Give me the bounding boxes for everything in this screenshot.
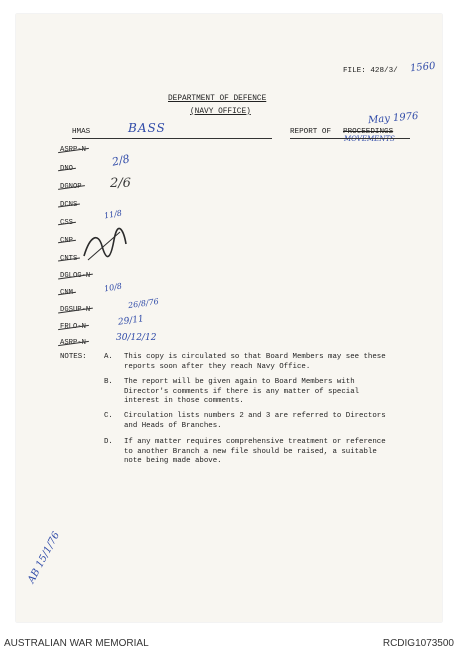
archive-footer — [0, 632, 458, 654]
signature-scribble — [80, 226, 130, 266]
distribution-initials: 30/12/12 — [116, 333, 157, 343]
distribution-code: CNM — [60, 289, 73, 297]
note-text: The report will be given again to Board Members with Director's comments if there is any matter of special interest in those comments. — [124, 378, 360, 406]
note-text: If any matter requires comprehensive treatment or reference to another Branch a new file should be raised, a suitable note being made above. — [124, 438, 386, 466]
distribution-initials: 2/8 — [110, 152, 131, 169]
notes-label: NOTES: — [60, 353, 87, 361]
proceedings-struck: PROCEEDINGS — [343, 128, 394, 136]
archive-id: RCDIG1073500 — [382, 638, 454, 649]
distribution-code: DGNOP — [60, 183, 82, 191]
distribution-code: FRLO-N — [60, 323, 86, 331]
note-text: This copy is circulated so that Board Members may see these reports soon after they reach Navy Office. — [124, 353, 386, 371]
distribution-initials: 2/6 — [110, 176, 131, 191]
note-letter: B. — [104, 378, 113, 386]
note-letter: C. — [104, 412, 113, 420]
archive-name: AUSTRALIAN WAR MEMORIAL — [4, 638, 149, 649]
margin-initials-handwritten: AB 15/1/76 — [26, 530, 63, 586]
report-of-label: REPORT OF — [290, 128, 332, 136]
note-text: Circulation lists numbers 2 and 3 are referred to Directors and Heads of Branches. — [124, 412, 386, 430]
note-letter: A. — [104, 353, 113, 361]
distribution-code: CNP — [60, 237, 73, 245]
office-heading: (NAVY OFFICE) — [190, 108, 251, 116]
distribution-code: CSS — [60, 219, 73, 227]
movements-handwritten: MOVEMENTS — [344, 135, 395, 143]
distribution-initials: 29/11 — [117, 314, 145, 328]
distribution-initials: 10/8 — [103, 281, 123, 294]
distribution-code: ASRP-N — [60, 339, 86, 347]
distribution-code: CNTS — [60, 255, 78, 263]
distribution-initials: 11/8 — [103, 208, 123, 221]
distribution-code: DGSUP-N — [60, 306, 91, 314]
distribution-code: ASRP-N — [60, 146, 86, 154]
distribution-code: DNO — [60, 165, 73, 173]
date-handwritten: May 1976 — [367, 110, 419, 127]
document-page — [16, 14, 442, 622]
distribution-initials: 26/8/76 — [127, 296, 160, 311]
distribution-code: DCNS — [60, 201, 78, 209]
hmas-label: HMAS — [72, 128, 91, 136]
file-reference: FILE: 428/3/ — [343, 67, 398, 75]
department-heading: DEPARTMENT OF DEFENCE — [168, 95, 267, 103]
hmas-underline — [72, 138, 272, 139]
report-underline — [290, 138, 410, 139]
distribution-code: DGLOG-N — [60, 272, 91, 280]
ship-name-handwritten: BASS — [128, 121, 166, 135]
file-reference-handwritten: 1560 — [409, 60, 436, 75]
note-letter: D. — [104, 438, 113, 446]
